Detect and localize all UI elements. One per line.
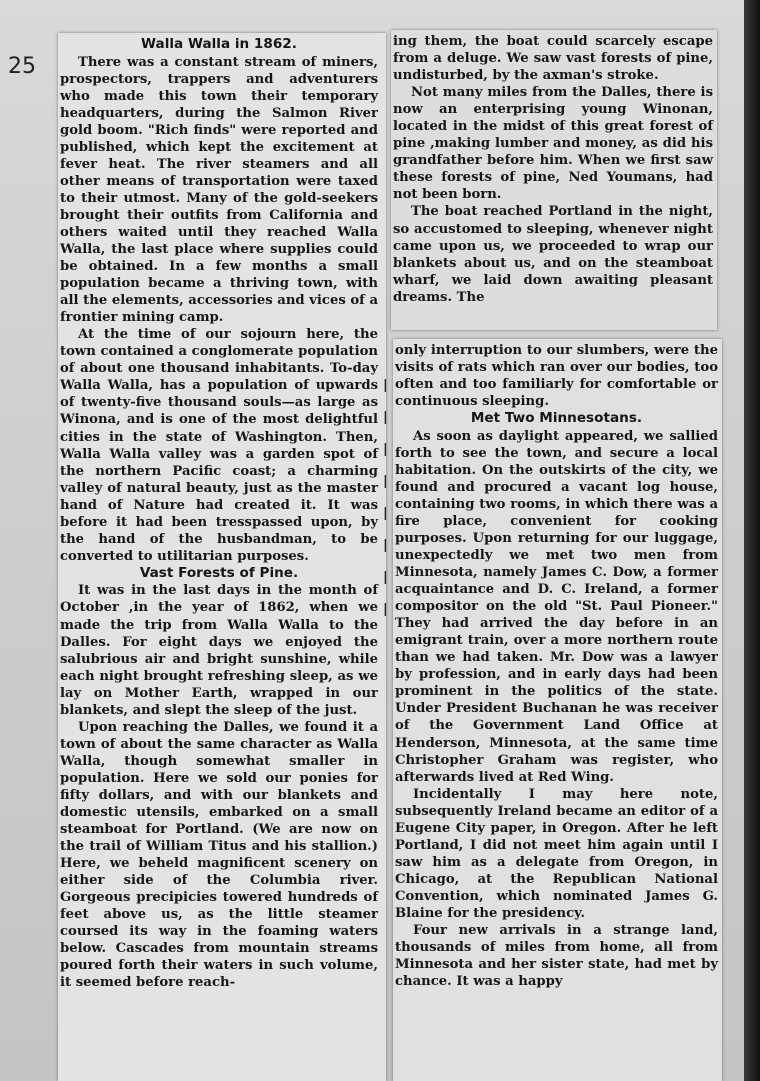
paragraph: There was a constant stream of miners, prospectors, trappers and adventurers who made this town their temporary headquarters, during the Salmon River gold boom. "Rich finds" were reported and published, which kept the excitement at fever heat. The river steamers and all other means of transportation were taxed to their utmost. Many of the gold-seekers brought their outfits from California and others waited until they reached Walla Walla, the last place where supplies could be obtained. In a few months a small population became a thriving town, with all the elements, accessories and vices of a frontier mining camp. (60, 54, 378, 326)
paragraph: ing them, the boat could scarcely escape from a deluge. We saw vast forests of pine, undisturbed, by the axman's stroke. (393, 34, 713, 84)
page-number: 25 (8, 54, 36, 79)
heading-walla-walla: Walla Walla in 1862. (141, 36, 297, 52)
paragraph: As soon as daylight appeared, we sallied forth to see the town, and secure a local habitation. On the outskirts of the city, we found and procured a vacant log house, containing two rooms, in which there was a fire place, convenient for cooking purposes. Upon returning for our luggage, unexpectedly we met two men from Minnesota, namely James C. Dow, a former acquaintance and D. C. Ireland, a former compositor on the old "St. Paul Pioneer." They had arrived the day before in an emigrant train, over a more northern route than we had taken. Mr. Dow was a lawyer by profession, and in early days had been prominent in the politics of the state. Under President Buchanan he was receiver of the Government Land Office at Henderson, Minnesota, at the same time Christopher Graham was register, who afterwards lived at Red Wing. (395, 428, 718, 785)
heading-vast-forests: Vast Forests of Pine. (139, 564, 299, 581)
paragraph: only interruption to our slumbers, were the visits of rats which ran over our bodies, too often and too familiarly for comfortable or continuous sleeping. (395, 343, 718, 410)
clipping-right-top (391, 30, 717, 330)
paragraph: It was in the last days in the month of October ,in the year of 1862, when we made the trip from Walla Walla to the Dalles. For eight days we enjoyed the salubrious air and bright sunshine, while each night brought refreshing sleep, as we lay on Mother Earth, wrapped in our blankets, and slept the sleep of the just. (60, 583, 378, 718)
gutter-marks: | | | | | | | | (383, 378, 388, 617)
heading-met-two-minnesotans: Met Two Minnesotans. (470, 410, 643, 427)
paragraph: Incidentally I may here note, subsequently Ireland became an editor of a Eugene City paper, in Oregon. After he left Portland, I did not meet him again until I saw him as a delegate from Oregon, in Chicago, at the Republican National Convention, which nominated James G. Blaine for the presidency. (395, 786, 718, 921)
paragraph: At the time of our sojourn here, the town contained a conglomerate population of about one thousand inhabitants. To-day Walla Walla, has a population of upwards of twenty-five thousand souls—as large as Winona, and is one of the most delightful cities in the state of Washington. Then, Walla Walla valley was a garden spot of the northern Pacific coast; a charming valley of natural beauty, just as the master hand of Nature had created it. It was before it had been tresspassed upon, by the hand of the husbandman, to be converted to utilitarian purposes. (60, 327, 378, 564)
clipping-right-bottom (393, 339, 722, 1081)
paragraph: The boat reached Portland in the night, so accustomed to sleeping, whenever night came upon us, we proceeded to wrap our blankets about us, and on the steamboat wharf, we laid down awaiting pleasant dreams. The (393, 204, 713, 305)
paragraph: Not many miles from the Dalles, there is now an enterprising young Winonan, located in the midst of this great forest of pine ,making lumber and money, as did his grandfather before him. When we first saw these forests of pine, Ned Youmans, had not been born. (393, 85, 713, 203)
paragraph: Upon reaching the Dalles, we found it a town of about the same character as Walla Walla, though somewhat smaller in population. Here we sold our ponies for fifty dollars, and with our blankets and domestic utensils, embarked on a small steamboat for Portland. (We are now on the trail of William Titus and his stallion.) Here, we beheld magnificent scenery on either side of the Columbia river. Gorgeous precipicies towered hundreds of feet above us, as the little steamer coursed its way in the foaming waters below. Cascades from mountain streams poured forth their waters in such volume, it seemed before reach- (60, 719, 378, 991)
page-edge (744, 0, 760, 1081)
paragraph: Four new arrivals in a strange land, thousands of miles from home, all from Minnesota and her sister state, had met by chance. It was a happy (395, 923, 718, 990)
clipping-left-column (58, 33, 386, 1081)
